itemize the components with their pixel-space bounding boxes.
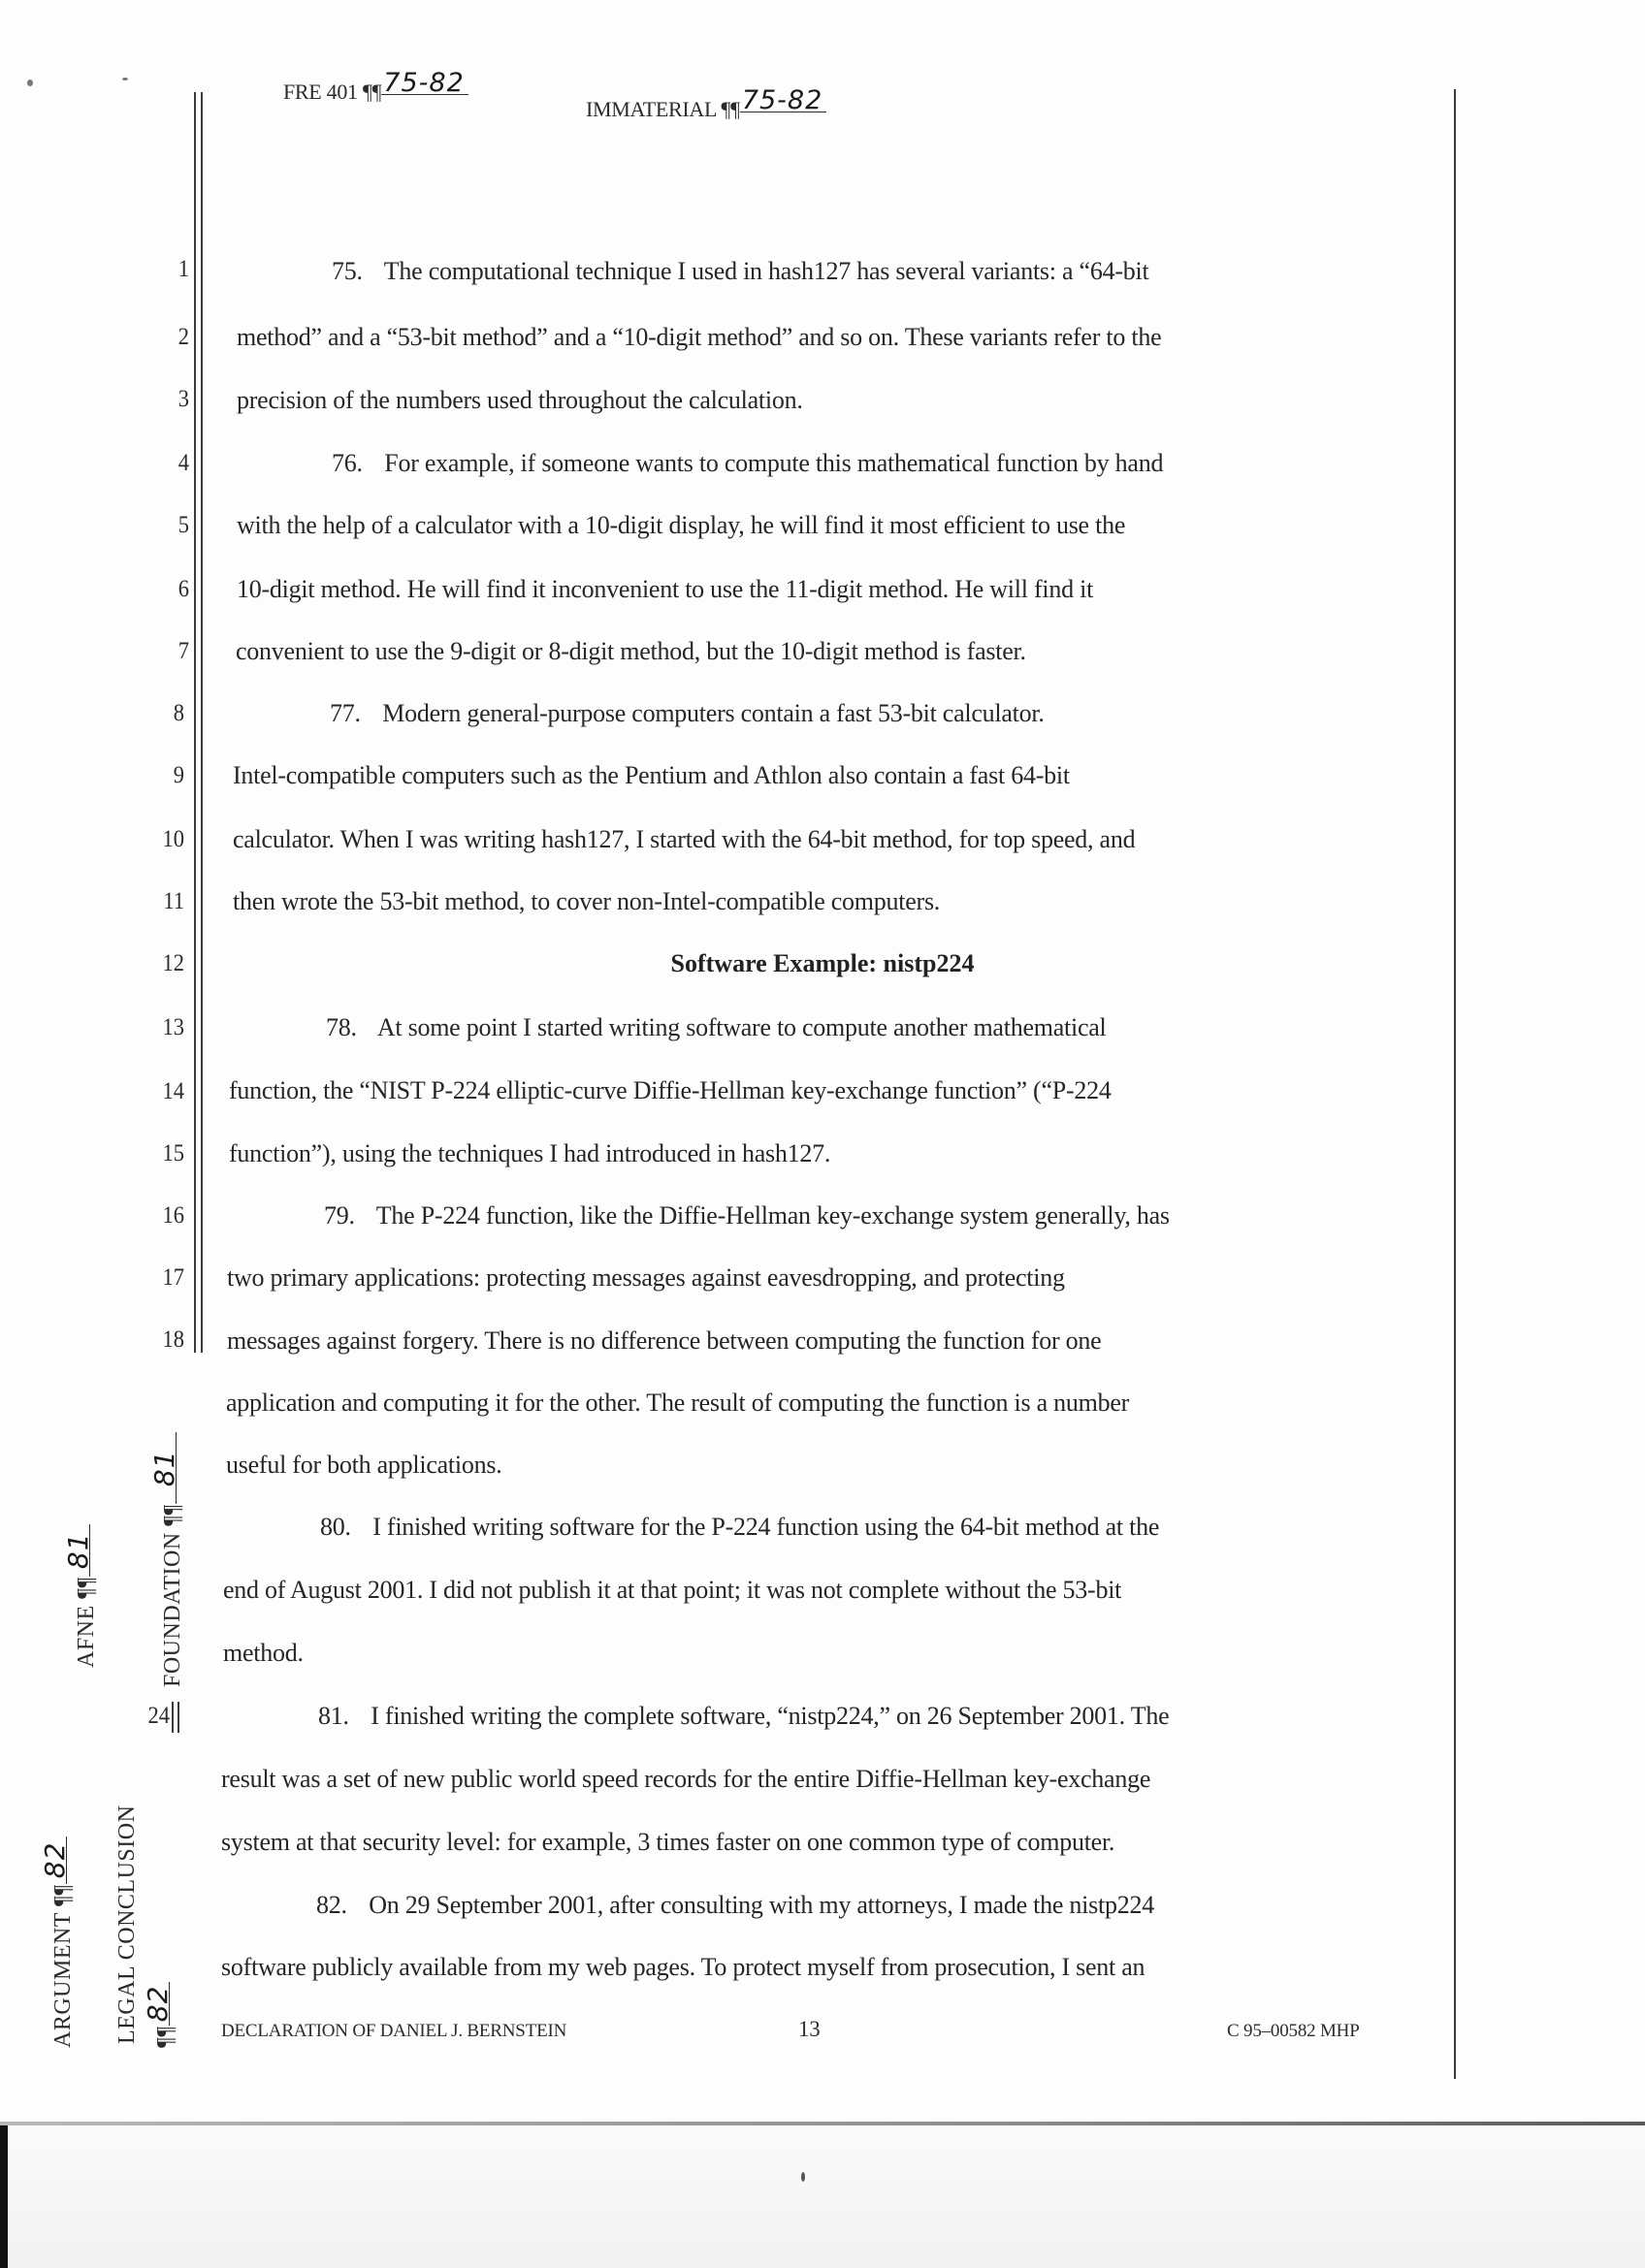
paragraph-77-line-1: 77. Modern general-purpose computers contain a fast 53-bit calculator.	[330, 699, 1045, 727]
header-immaterial-handwritten: 75-82	[740, 90, 826, 112]
section-heading: Software Example: nistp224	[670, 949, 975, 977]
header-fre401-handwritten: 75-82	[381, 73, 468, 95]
paragraph-number: 81.	[318, 1702, 349, 1730]
left-margin-rule-inner	[201, 92, 203, 1353]
line-number: 7	[177, 638, 189, 664]
footer-declaration-title: DECLARATION OF DANIEL J. BERNSTEIN	[221, 2021, 567, 2041]
line-number: 12	[162, 950, 184, 976]
legal-conclusion-label: LEGAL CONCLUSION	[114, 1805, 140, 2044]
left-margin-rule-outer-lower	[172, 1702, 174, 1733]
foundation-annotation	[148, 1432, 186, 1687]
paragraph-79-line-5: useful for both applications.	[226, 1451, 502, 1479]
afne-label: AFNE ¶¶	[74, 1577, 99, 1668]
line-number: 24	[147, 1703, 170, 1729]
line-number: 4	[177, 450, 189, 476]
left-margin-rule-outer	[194, 92, 196, 1353]
scan-speck	[801, 2172, 805, 2182]
paragraph-77-line-4: then wrote the 53-bit method, to cover non-Intel-compatible computers.	[233, 887, 941, 915]
paragraph-76-line-1: 76. For example, if someone wants to compute this mathematical function by hand	[332, 449, 1164, 477]
paragraph-76-line-2: with the help of a calculator with a 10-digit display, he will find it most efficient to use the	[237, 511, 1126, 539]
footer-page-number: 13	[798, 2017, 821, 2041]
line-number: 6	[177, 576, 189, 602]
paragraph-number: 76.	[332, 449, 363, 477]
line-number: 9	[173, 762, 184, 788]
paragraph-78-line-1: 78. At some point I started writing software to compute another mathematical	[326, 1013, 1107, 1041]
header-immaterial-label: IMMATERIAL ¶¶	[586, 97, 740, 121]
line-number: 13	[162, 1014, 184, 1040]
line-number: 17	[162, 1264, 184, 1291]
paragraph-79-line-2: two primary applications: protecting messages against eavesdropping, and protecting	[227, 1263, 1065, 1292]
paragraph-75-line-3: precision of the numbers used throughout the calculation.	[237, 386, 803, 414]
legal-conclusion-handwritten: 82	[147, 1982, 170, 2027]
argument-annotation	[39, 1837, 77, 2048]
paragraph-82-line-1: 82. On 29 September 2001, after consulting with my attorneys, I made the nistp224	[316, 1891, 1154, 1919]
paragraph-79-line-4: application and computing it for the other. The result of computing the function is a number	[226, 1389, 1130, 1417]
foundation-handwritten: 81	[154, 1432, 177, 1504]
paragraph-number: 75.	[332, 257, 363, 285]
line-number: 11	[163, 888, 184, 914]
argument-label: ARGUMENT ¶¶	[50, 1884, 76, 2048]
paragraph-78-line-2: function, the “NIST P-224 elliptic-curve Diffie-Hellman key-exchange function” (“P-224	[229, 1076, 1112, 1104]
line-number: 16	[162, 1202, 184, 1229]
scanner-background	[0, 2125, 1645, 2268]
footer-case-number: C 95–00582 MHP	[1227, 2021, 1360, 2041]
afne-handwritten: 81	[68, 1524, 90, 1577]
paragraph-number: 80.	[320, 1513, 351, 1541]
left-margin-rule-inner-lower	[177, 1702, 179, 1733]
paragraph-76-line-4: convenient to use the 9-digit or 8-digit method, but the 10-digit method is faster.	[236, 637, 1026, 665]
line-number: 3	[177, 386, 189, 412]
paragraph-75-line-2: method” and a “53-bit method” and a “10-digit method” and so on. These variants refer to the	[237, 323, 1162, 351]
paragraph-75-line-1: 75. The computational technique I used in hash127 has several variants: a “64-bit	[332, 257, 1149, 285]
paragraph-77-line-3: calculator. When I was writing hash127, I started with the 64-bit method, for top speed, and	[233, 825, 1136, 853]
paragraph-78-line-3: function”), using the techniques I had introduced in hash127.	[229, 1139, 831, 1167]
paragraph-82-line-2: software publicly available from my web pages. To protect myself from prosecution, I sent an	[221, 1953, 1145, 1981]
foundation-label: FOUNDATION ¶¶	[160, 1504, 185, 1687]
line-number: 8	[173, 700, 184, 726]
paragraph-number: 79.	[324, 1201, 355, 1230]
line-number: 10	[162, 826, 184, 852]
paragraph-81-line-1: 81. I finished writing the complete software, “nistp224,” on 26 September 2001. The	[318, 1702, 1170, 1730]
scan-speck	[122, 78, 128, 80]
afne-annotation	[62, 1524, 100, 1668]
paragraph-number: 82.	[316, 1891, 347, 1919]
paragraph-80-line-1: 80. I finished writing software for the P-224 function using the 64-bit method at the	[320, 1513, 1160, 1541]
line-number: 14	[162, 1078, 184, 1104]
right-margin-rule	[1454, 89, 1456, 2079]
argument-handwritten: 82	[45, 1837, 67, 1885]
line-number: 18	[162, 1326, 184, 1353]
paragraph-80-line-2: end of August 2001. I did not publish it at that point; it was not complete without the 53-bit	[223, 1576, 1122, 1604]
line-number: 15	[162, 1140, 184, 1166]
paragraph-number: 78.	[326, 1013, 357, 1041]
legal-conclusion-annotation	[114, 1805, 141, 2044]
scan-speck	[27, 80, 33, 86]
paragraph-81-line-2: result was a set of new public world speed records for the entire Diffie-Hellman key-exchange	[221, 1765, 1151, 1793]
header-fre401-stamp	[283, 68, 468, 105]
legal-conclusion-para-annotation	[142, 1982, 179, 2048]
line-number: 2	[177, 324, 189, 350]
line-number: 5	[177, 512, 189, 538]
paragraph-80-line-3: method.	[223, 1639, 304, 1667]
paragraph-77-line-2: Intel-compatible computers such as the Pentium and Athlon also contain a fast 64-bit	[233, 761, 1070, 789]
legal-conclusion-para: ¶¶	[153, 2026, 178, 2048]
line-number: 1	[177, 256, 189, 282]
paragraph-81-line-3: system at that security level: for example, 3 times faster on one common type of computer.	[221, 1828, 1115, 1856]
paragraph-number: 77.	[330, 699, 361, 727]
header-fre401-label: FRE 401 ¶¶	[283, 80, 382, 104]
scanner-edge-bar	[0, 2125, 8, 2268]
paragraph-79-line-3: messages against forgery. There is no difference between computing the function for one	[227, 1326, 1102, 1355]
paragraph-76-line-3: 10-digit method. He will find it inconvenient to use the 11-digit method. He will find it	[237, 575, 1094, 603]
paragraph-79-line-1: 79. The P-224 function, like the Diffie-Hellman key-exchange system generally, has	[324, 1201, 1170, 1230]
header-immaterial-stamp	[586, 85, 826, 122]
